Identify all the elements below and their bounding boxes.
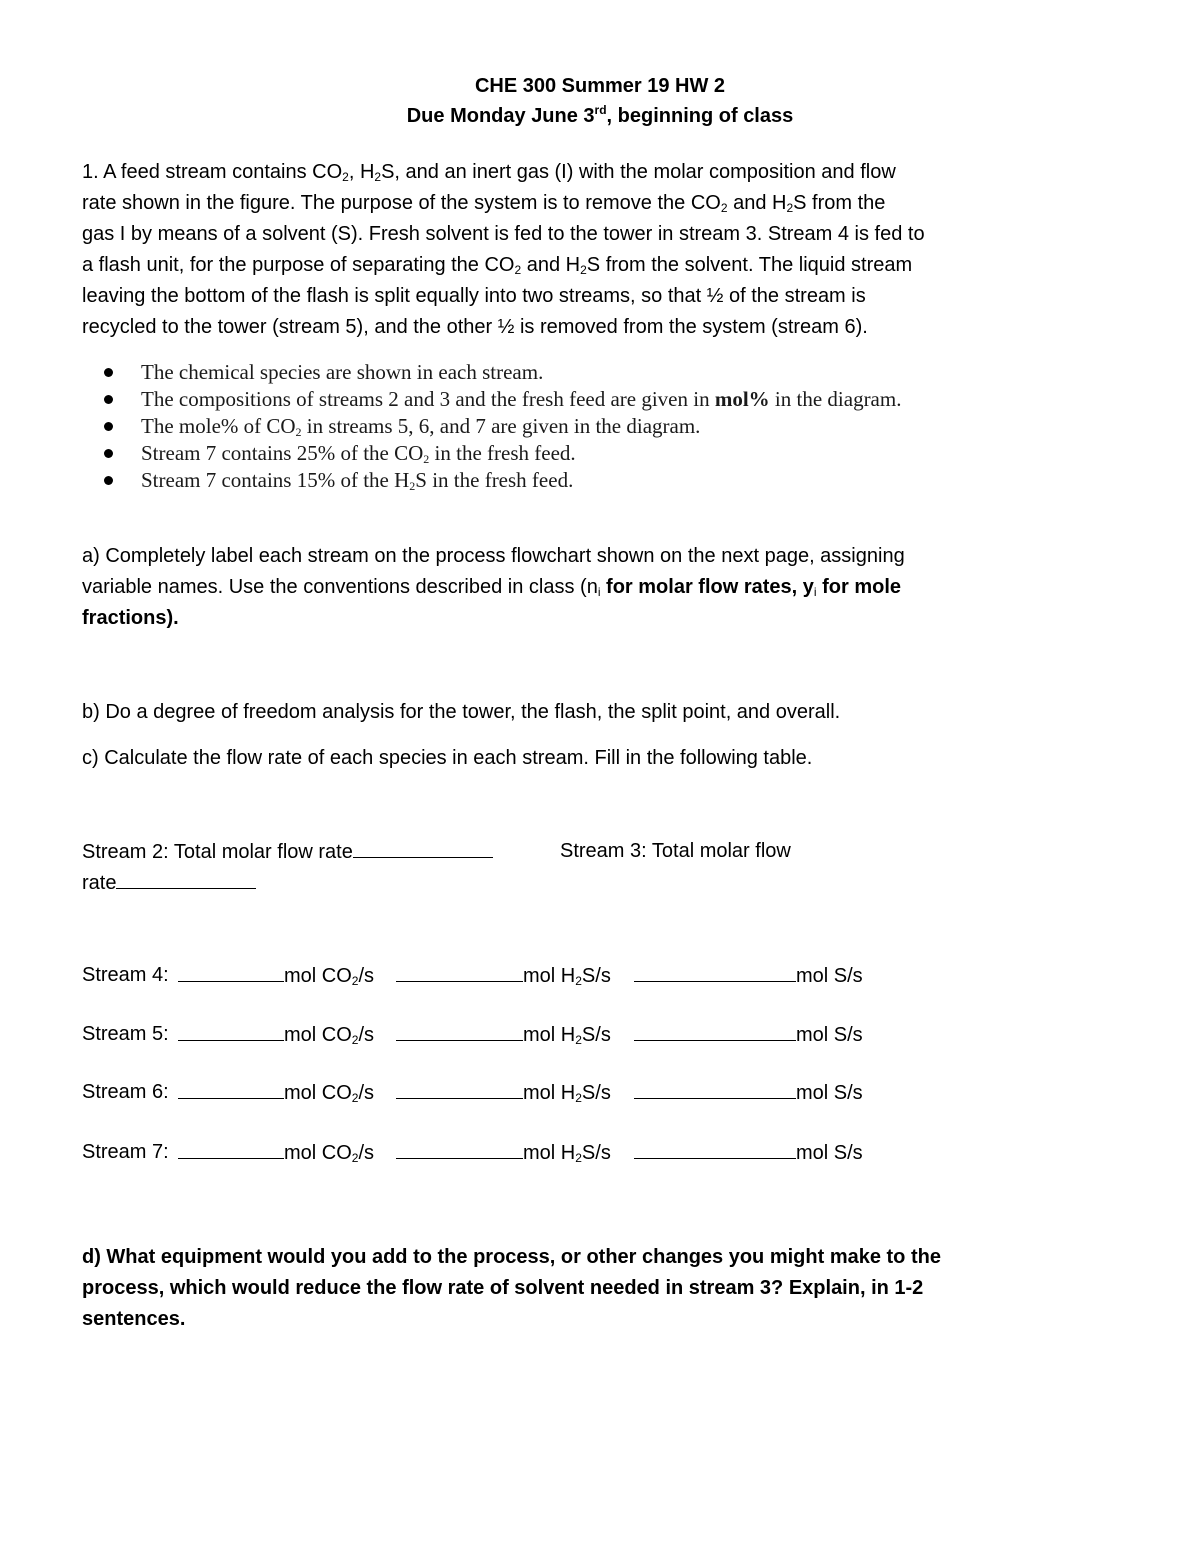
text-seg: leaving the bottom of the flash is split equally into two streams, so that ½ of the stream is xyxy=(82,285,866,307)
answer-blank[interactable] xyxy=(353,839,493,858)
subscript: 2 xyxy=(575,1091,582,1105)
subscript: 2 xyxy=(786,201,794,215)
answer-blank[interactable] xyxy=(634,963,796,982)
due-date xyxy=(0,104,1200,128)
text-seg: mol H xyxy=(523,1142,576,1164)
text-seg: S/s xyxy=(581,1082,611,1104)
text-seg: The compositions of streams 2 and 3 and the fresh feed are given in xyxy=(141,387,715,411)
subscript: 2 xyxy=(351,1033,359,1047)
text-seg: /s xyxy=(358,965,375,987)
subscript: 2 xyxy=(295,425,302,439)
due-superscript: rd xyxy=(594,103,607,117)
bullet-text xyxy=(141,414,700,438)
h2s-field xyxy=(396,963,611,988)
text-seg: mol CO xyxy=(284,1142,352,1164)
subscript: i xyxy=(813,585,817,599)
part-a-line-1 xyxy=(82,544,905,568)
subscript: 2 xyxy=(720,201,728,215)
text-seg: mol H xyxy=(523,1024,576,1046)
problem-line-5 xyxy=(82,284,866,308)
bullet-icon xyxy=(104,422,113,431)
part-d-line-3 xyxy=(82,1307,185,1331)
stream-label: Stream 4: xyxy=(82,964,169,986)
text-seg: /s xyxy=(358,1142,375,1164)
text-seg: sentences. xyxy=(82,1308,186,1330)
text-seg: a flash unit, for the purpose of separating the CO xyxy=(82,254,515,276)
text-seg: in the fresh feed. xyxy=(429,441,576,465)
text-seg: in streams 5, 6, and 7 are given in the diagram. xyxy=(301,414,701,438)
part-c xyxy=(82,746,812,770)
answer-blank[interactable] xyxy=(178,1140,284,1159)
text-seg: S from the xyxy=(793,192,886,214)
text-seg: /s xyxy=(358,1024,375,1046)
text-seg: mol H xyxy=(523,1082,576,1104)
text-seg: S from the solvent. The liquid stream xyxy=(586,254,913,276)
subscript: i xyxy=(597,585,601,599)
subscript: 2 xyxy=(575,1033,582,1047)
answer-blank[interactable] xyxy=(178,963,284,982)
bullet-text xyxy=(141,468,573,492)
subscript: 2 xyxy=(575,1151,582,1165)
part-d-line-1 xyxy=(82,1245,941,1269)
problem-line-1 xyxy=(82,160,896,184)
s-field xyxy=(634,1080,863,1105)
text-seg: S/s xyxy=(581,965,611,987)
s-field xyxy=(634,963,863,988)
answer-blank[interactable] xyxy=(396,1080,523,1099)
subscript: 2 xyxy=(351,974,359,988)
answer-blank[interactable] xyxy=(634,1022,796,1041)
h2s-field xyxy=(396,1022,611,1047)
subscript: 2 xyxy=(351,1151,359,1165)
answer-blank[interactable] xyxy=(396,1022,523,1041)
bold-text: for mole xyxy=(816,576,902,598)
bullet-text: The chemical species are shown in each stream. xyxy=(141,360,544,384)
answer-blank[interactable] xyxy=(178,1022,284,1041)
co2-field xyxy=(178,1022,374,1047)
title-text: CHE 300 Summer 19 HW 2 xyxy=(474,75,726,97)
subscript: 2 xyxy=(374,170,382,184)
text-seg: a) Completely label each stream on the process flowchart shown on the next page, assigning xyxy=(82,545,905,567)
text-seg: b) Do a degree of freedom analysis for the tower, the flash, the split point, and overall. xyxy=(82,701,841,723)
co2-field xyxy=(178,1140,374,1165)
text-seg: Stream 7 contains 25% of the CO xyxy=(141,441,424,465)
text-seg: fractions). xyxy=(82,607,179,629)
text-seg: , H xyxy=(348,161,375,183)
stream-2-total xyxy=(82,839,493,864)
subscript: 2 xyxy=(342,170,349,184)
text-seg: /s xyxy=(358,1082,375,1104)
text-seg: Stream 2: Total molar flow rate xyxy=(82,841,353,863)
h2s-field xyxy=(396,1140,611,1165)
due-suffix: , beginning of class xyxy=(606,105,794,127)
h2s-field xyxy=(396,1080,611,1105)
text-seg: mol S/s xyxy=(796,1142,863,1164)
problem-line-2 xyxy=(82,191,885,215)
page-title xyxy=(0,74,1200,98)
text-seg: 1. A feed stream contains CO xyxy=(82,161,343,183)
due-prefix: Due Monday June 3 xyxy=(406,105,595,127)
bold-text: mol% xyxy=(714,387,770,411)
part-a-line-3 xyxy=(82,606,179,630)
text-seg: mol S/s xyxy=(796,965,863,987)
text-seg: variable names. Use the conventions described in class (n xyxy=(82,576,598,598)
s-field xyxy=(634,1022,863,1047)
text-seg: rate shown in the figure. The purpose of the system is to remove the CO xyxy=(82,192,721,214)
text-seg: mol CO xyxy=(284,1082,352,1104)
bullet-icon xyxy=(104,476,113,485)
problem-line-4 xyxy=(82,253,912,277)
stream-3-total: Stream 3: Total molar flow xyxy=(560,840,791,862)
answer-blank[interactable] xyxy=(396,1140,523,1159)
text-seg: mol S/s xyxy=(796,1082,863,1104)
answer-blank[interactable] xyxy=(634,1140,796,1159)
answer-blank[interactable] xyxy=(116,870,256,889)
stream-label: Stream 5: xyxy=(82,1023,169,1045)
subscript: 2 xyxy=(409,479,416,493)
text-seg: mol CO xyxy=(284,965,352,987)
text-seg: mol S/s xyxy=(796,1024,863,1046)
stream-3-rate xyxy=(82,870,256,895)
stream-label: Stream 7: xyxy=(82,1141,169,1163)
subscript: 2 xyxy=(575,974,582,988)
subscript: 2 xyxy=(351,1091,359,1105)
bullet-text xyxy=(141,441,576,465)
bullet-icon xyxy=(104,449,113,458)
bullet-text xyxy=(141,387,901,411)
part-a-line-2 xyxy=(82,575,901,599)
text-seg: process, which would reduce the flow rate of solvent needed in stream 3? Explain, in 1-2 xyxy=(82,1277,924,1299)
text-seg: c) Calculate the flow rate of each species in each stream. Fill in the following table. xyxy=(82,747,813,769)
text-seg: and H xyxy=(727,192,787,214)
text-seg: S/s xyxy=(581,1142,611,1164)
answer-blank[interactable] xyxy=(396,963,523,982)
subscript: 2 xyxy=(580,263,587,277)
problem-line-6 xyxy=(82,315,868,339)
co2-field xyxy=(178,963,374,988)
problem-line-3 xyxy=(82,222,925,246)
text-seg: rate xyxy=(82,872,117,894)
bullet-icon xyxy=(104,368,113,377)
part-b xyxy=(82,700,840,724)
bullet-icon xyxy=(104,395,113,404)
text-seg: d) What equipment would you add to the process, or other changes you might make to the xyxy=(82,1246,941,1268)
subscript: 2 xyxy=(423,452,430,466)
text-seg: The mole% of CO xyxy=(141,414,296,438)
text-seg: gas I by means of a solvent (S). Fresh solvent is fed to the tower in stream 3. Stream 4 is fed to xyxy=(82,223,925,245)
part-d-line-2 xyxy=(82,1276,923,1300)
answer-blank[interactable] xyxy=(634,1080,796,1099)
stream-label: Stream 6: xyxy=(82,1081,169,1103)
text-seg: mol CO xyxy=(284,1024,352,1046)
s-field xyxy=(634,1140,863,1165)
subscript: 2 xyxy=(514,263,522,277)
text-seg: S in the fresh feed. xyxy=(415,468,574,492)
bold-text: for molar flow rates, y xyxy=(600,576,814,598)
text-seg: mol H xyxy=(523,965,576,987)
answer-blank[interactable] xyxy=(178,1080,284,1099)
text-seg: and H xyxy=(521,254,581,276)
text-seg: Stream 7 contains 15% of the H xyxy=(141,468,410,492)
text-seg: recycled to the tower (stream 5), and the other ½ is removed from the system (stream 6). xyxy=(82,316,868,338)
text-seg: S, and an inert gas (I) with the molar composition and flow xyxy=(381,161,896,183)
text-seg: S/s xyxy=(581,1024,611,1046)
co2-field xyxy=(178,1080,374,1105)
text-seg: in the diagram. xyxy=(769,387,902,411)
